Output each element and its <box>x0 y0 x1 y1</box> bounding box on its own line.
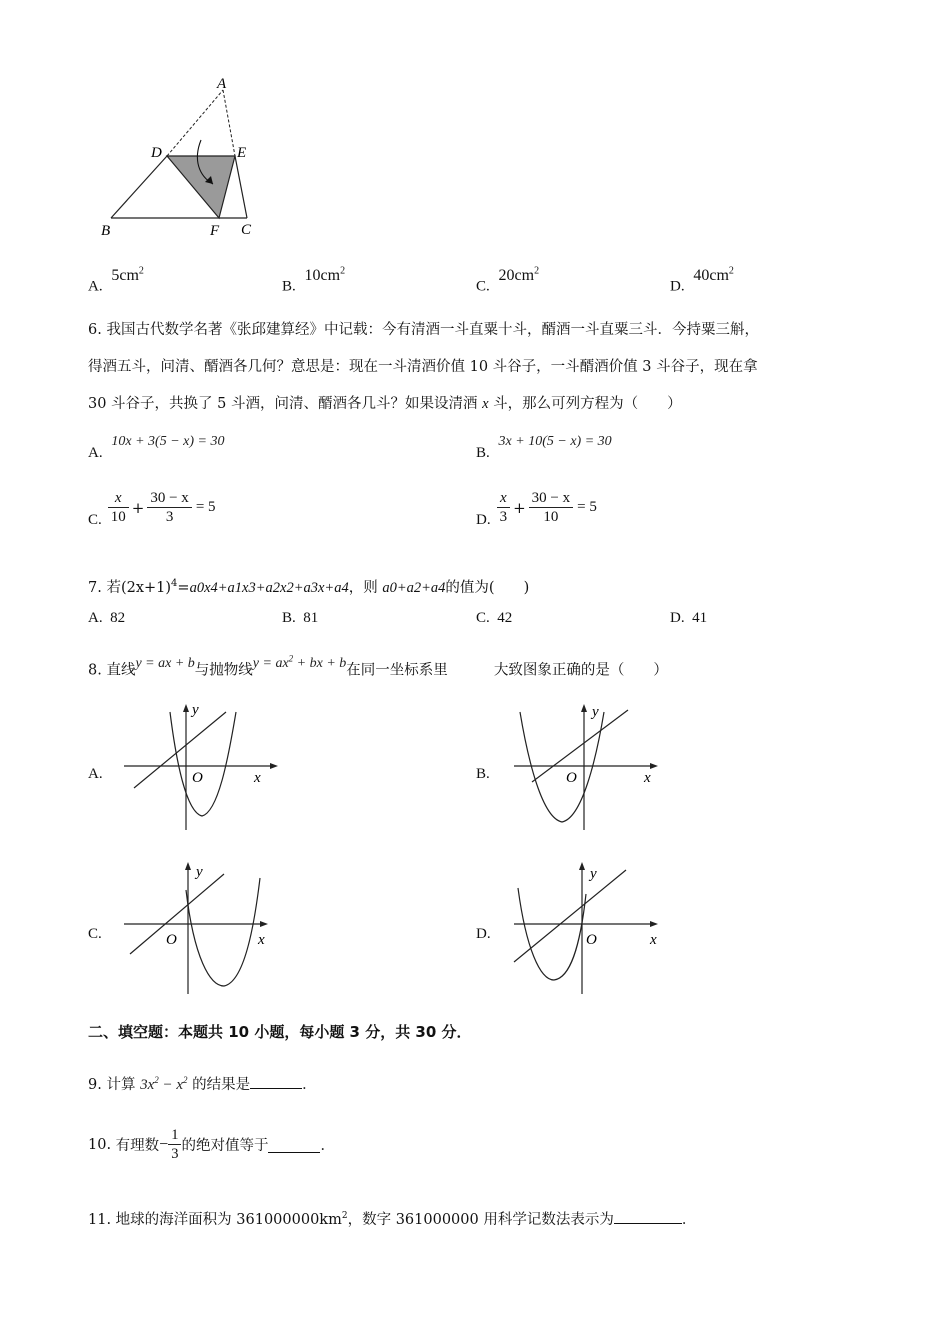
x-axis-arrow <box>650 763 658 769</box>
label-d: D <box>151 145 162 161</box>
x-axis-arrow <box>270 763 278 769</box>
q10-fraction: $\frac{1}{3}$ <box>168 1126 181 1163</box>
dashed-line-da <box>167 90 223 156</box>
q6-line-2: 得酒五斗，问清、醑酒各几何？意思是：现在一斗清酒价值 10 斗谷子，一斗醑酒价值 3 斗谷子，现在拿 <box>88 359 758 375</box>
svg-text:y: y <box>590 866 597 882</box>
svg-text:x: x <box>644 770 651 786</box>
y-axis-arrow <box>185 862 191 870</box>
q10-question: 10. 有理数 − $\frac{1}{3}$ 的绝对值等于 ． <box>88 1127 335 1162</box>
q8-option-a-label[interactable]: A. <box>88 766 103 782</box>
q6c-fraction-1: $\frac{x}{10}$ <box>108 489 129 526</box>
q8-parabola-expression: $y = ax^2$ + bx + b <box>252 653 347 671</box>
q9-expression: $3x^2 - x^2$ <box>140 1075 188 1093</box>
y-axis-arrow <box>579 862 585 870</box>
svg-text:x: x <box>258 932 265 948</box>
svg-text:x: x <box>254 770 261 786</box>
q8-graph-d[interactable] <box>510 858 670 998</box>
q6-option-d[interactable]: D. $\frac{x}{3}$ + $\frac{30 - x}{10}$ = 5 <box>476 490 597 528</box>
q8-question: 8. 直线y = ax + b与抛物线$y = ax^2$ + bx + b在同一坐标系里 大致图象正确的是（ ） <box>88 653 668 679</box>
q7-option-c[interactable]: C. 42 <box>476 610 513 626</box>
line <box>532 710 628 782</box>
q6d-fraction-2: $\frac{30 - x}{10}$ <box>529 489 573 526</box>
segment-ec <box>235 156 247 218</box>
q7-option-d[interactable]: D. 41 <box>670 610 708 626</box>
q6c-fraction-2: $\frac{30 - x}{3}$ <box>147 489 191 526</box>
q11-question: 11. 地球的海洋面积为 $361000000km^2$，数字 361000000 用科学记数法表示为 ． <box>88 1211 697 1228</box>
q5-option-c[interactable]: C. $20cm^2$ <box>476 266 540 295</box>
line <box>130 874 224 954</box>
y-axis-arrow <box>183 704 189 712</box>
q8-option-d-label[interactable]: D. <box>476 926 491 942</box>
q5-option-a[interactable]: A. $5cm^2$ <box>88 266 144 295</box>
y-axis-arrow <box>581 704 587 712</box>
q6d-fraction-1: $\frac{x}{3}$ <box>497 489 511 526</box>
q11-answer-blank[interactable] <box>614 1222 682 1224</box>
svg-text:y: y <box>592 704 599 720</box>
q5-option-b[interactable]: B. $10cm^2$ <box>282 266 346 295</box>
parabola <box>518 888 586 980</box>
q7-question: 7. 若$(2x+1)^4=a0x4+a1x3+a2x2+a3x+a4$，则 a0+a2+a4的值为( ) <box>88 578 530 596</box>
label-e: E <box>237 145 247 161</box>
q6-line-1: 6. 我国古代数学名著《张邱建算经》中记载：今有清酒一斗直粟十斗，醑酒一斗直粟三斗．今持粟三斛， <box>88 322 759 338</box>
q6-option-b[interactable]: B. 3x + 10(5 − x) = 30 <box>476 434 612 461</box>
q8-graph-a[interactable] <box>120 700 280 835</box>
line <box>514 870 626 962</box>
q9-answer-blank[interactable] <box>250 1087 302 1089</box>
svg-text:x: x <box>650 932 657 948</box>
svg-text:O: O <box>566 770 577 786</box>
x-axis-arrow <box>650 921 658 927</box>
parabola <box>520 712 604 822</box>
dashed-line-ae <box>223 90 235 156</box>
q8-line-expression: y = ax + b <box>135 655 195 671</box>
q6-option-a[interactable]: A. 10x + 3(5 − x) = 30 <box>88 434 225 461</box>
q6-line-3: 30 斗谷子，共换了 5 斗酒，问清、醑酒各几斗？如果设清酒 x 斗，那么可列方程为（ ） <box>88 396 682 412</box>
svg-text:y: y <box>192 702 199 718</box>
q7-option-b[interactable]: B. 81 <box>282 610 319 626</box>
svg-text:O: O <box>586 932 597 948</box>
svg-text:y: y <box>196 864 203 880</box>
section-2-heading: 二、填空题：本题共 10 小题，每小题 3 分，共 30 分． <box>88 1023 472 1041</box>
q7-option-a[interactable]: A. 82 <box>88 610 126 626</box>
line <box>134 712 226 788</box>
q10-answer-blank[interactable] <box>268 1151 320 1153</box>
q8-option-b-label[interactable]: B. <box>476 766 490 782</box>
q9-question: 9. 计算 $3x^2 - x^2$ 的结果是 ． <box>88 1075 317 1093</box>
triangle-fold-figure <box>95 72 275 242</box>
svg-text:O: O <box>192 770 203 786</box>
q8-graph-b[interactable] <box>510 700 670 835</box>
label-f: F <box>210 223 220 239</box>
segment-bd <box>111 156 167 218</box>
parabola <box>186 878 260 986</box>
q8-graph-c[interactable] <box>120 858 280 998</box>
parabola <box>170 712 236 816</box>
label-c: C <box>241 222 252 238</box>
q8-option-c-label[interactable]: C. <box>88 926 102 942</box>
label-b: B <box>101 223 111 239</box>
q7-polynomial-terms: a0x4+a1x3+a2x2+a3x+a4 <box>189 579 349 596</box>
shaded-triangle-def <box>167 156 235 218</box>
x-axis-arrow <box>260 921 268 927</box>
label-a: A <box>217 76 227 92</box>
svg-text:O: O <box>166 932 177 948</box>
q5-option-d[interactable]: D. $40cm^2$ <box>670 266 734 295</box>
q7-sum: a0+a2+a4 <box>382 579 446 596</box>
q6-option-c[interactable]: C. $\frac{x}{10}$ + $\frac{30 - x}{3}$ = 5 <box>88 490 216 528</box>
